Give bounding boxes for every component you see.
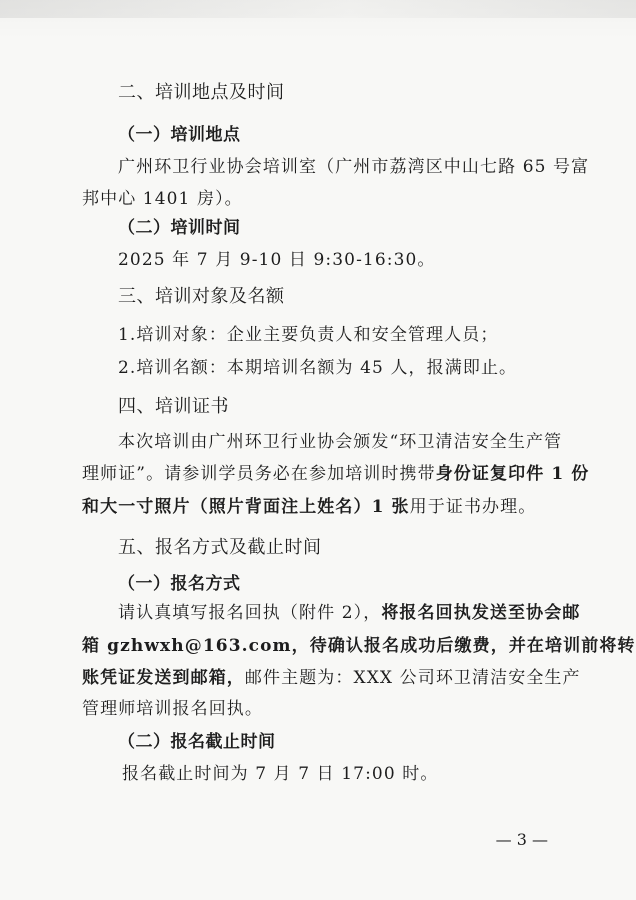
certificate-line-2 xyxy=(82,462,589,486)
signup-send-form: 将报名回执发送至协会邮 xyxy=(381,603,581,623)
certificate-line-2-text: 理师证”。请参训学员务必在参加培训时携带 xyxy=(82,464,436,484)
certificate-id-copy: 身份证复印件 1 份 xyxy=(435,464,590,484)
subsection-signup-deadline: （二）报名截止时间 xyxy=(118,732,276,752)
training-time: 2025 年 7 月 9-10 日 9:30-16:30。 xyxy=(118,250,436,270)
signup-line-1 xyxy=(118,601,580,625)
signup-line-1-text: 请认真填写报名回执（附件 2）， xyxy=(118,603,382,623)
scan-edge xyxy=(0,0,636,18)
page-number: — 3 — xyxy=(495,830,548,849)
section-training-target-quota: 三、培训对象及名额 xyxy=(118,286,285,307)
training-target: 1.培训对象：企业主要负责人和安全管理人员； xyxy=(118,325,499,345)
section-signup-deadline: 五、报名方式及截止时间 xyxy=(118,537,322,558)
certificate-photo-requirement: 和大一寸照片（照片背面注上姓名）1 张 xyxy=(82,497,410,517)
signup-line-3 xyxy=(82,666,581,690)
training-address-line-2: 邦中心 1401 房）。 xyxy=(82,189,243,209)
subsection-training-location: （一）培训地点 xyxy=(118,125,241,145)
signup-deadline: 报名截止时间为 7 月 7 日 17:00 时。 xyxy=(122,764,439,784)
training-address-line-1: 广州环卫行业协会培训室（广州市荔湾区中山七路 65 号富 xyxy=(118,157,590,177)
signup-email-line: 箱 gzhwxh@163.com，待确认报名成功后缴费，并在培训前将转 xyxy=(82,636,636,656)
section-training-location-time: 二、培训地点及时间 xyxy=(118,82,285,103)
signup-line-4: 管理师培训报名回执。 xyxy=(82,699,263,719)
certificate-line-3 xyxy=(82,495,536,519)
signup-email-subject: 邮件主题为：XXX 公司环卫清洁安全生产 xyxy=(244,668,581,688)
section-training-certificate: 四、培训证书 xyxy=(118,396,229,417)
subsection-training-time: （二）培训时间 xyxy=(118,218,241,238)
training-quota: 2.培训名额：本期培训名额为 45 人，报满即止。 xyxy=(118,358,518,378)
certificate-line-1: 本次培训由广州环卫行业协会颁发“环卫清洁安全生产管 xyxy=(118,432,563,452)
certificate-processing: 用于证书办理。 xyxy=(409,497,537,517)
subsection-signup-method: （一）报名方式 xyxy=(118,574,241,594)
signup-transfer-proof: 账凭证发送到邮箱， xyxy=(82,668,245,688)
